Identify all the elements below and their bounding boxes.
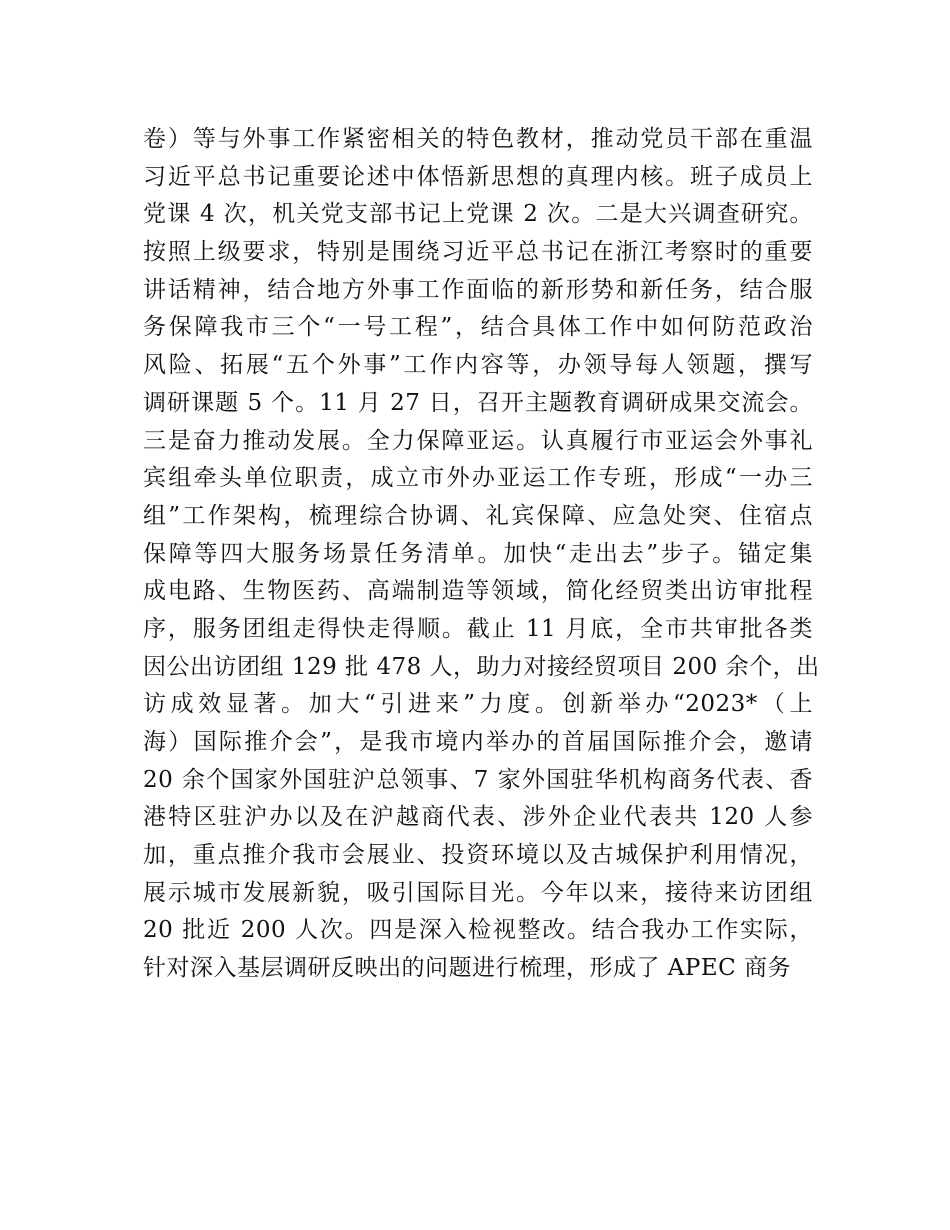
text-line: 成电路、生物医药、高端制造等领域，简化经贸类出访审批程 — [143, 578, 813, 605]
text-line: 习近平总书记重要论述中体悟新思想的真理内核。班子成员上 — [143, 163, 813, 190]
text-line: 务保障我市三个“一号工程”，结合具体工作中如何防范政治 — [143, 314, 813, 341]
text-line: 针对深入基层调研反映出的问题进行梳理，形成了 APEC 商务 — [143, 955, 792, 982]
text-line: 20 批近 200 人次。四是深入检视整改。结合我办工作实际， — [143, 917, 813, 944]
text-line: 访成效显著。加大“引进来”力度。创新举办“2023*（上 — [143, 691, 813, 718]
text-line: 风险、拓展“五个外事”工作内容等，办领导每人领题，撰写 — [143, 352, 813, 379]
text-line: 讲话精神，结合地方外事工作面临的新形势和新任务，结合服 — [143, 276, 813, 303]
text-line: 党课 4 次，机关党支部书记上党课 2 次。二是大兴调查研究。 — [143, 201, 813, 228]
text-line: 序，服务团组走得快走得顺。截止 11 月底，全市共审批各类 — [143, 615, 813, 642]
text-line: 卷）等与外事工作紧密相关的特色教材，推动党员干部在重温 — [143, 126, 813, 152]
text-line: 港特区驻沪办以及在沪越商代表、涉外企业代表共 120 人参 — [143, 804, 813, 831]
text-line: 调研课题 5 个。11 月 27 日，召开主题教育调研成果交流会。 — [143, 389, 813, 416]
text-line: 展示城市发展新貌，吸引国际目光。今年以来，接待来访团组 — [143, 879, 813, 906]
text-line: 三是奋力推动发展。全力保障亚运。认真履行市亚运会外事礼 — [143, 427, 813, 454]
text-line: 海）国际推介会”，是我市境内举办的首届国际推介会，邀请 — [143, 729, 813, 755]
body-text — [143, 121, 820, 988]
text-line: 因公出访团组 129 批 478 人，助力对接经贸项目 200 余个，出 — [143, 653, 820, 680]
text-line: 宾组牵头单位职责，成立市外办亚运工作专班，形成“一办三 — [143, 465, 813, 492]
text-line: 加，重点推介我市会展业、投资环境以及古城保护利用情况， — [143, 842, 813, 869]
text-line: 组”工作架构，梳理综合协调、礼宾保障、应急处突、住宿点 — [143, 502, 813, 529]
text-line: 20 余个国家外国驻沪总领事、7 家外国驻华机构商务代表、香 — [143, 766, 813, 793]
text-line: 按照上级要求，特别是围绕习近平总书记在浙江考察时的重要 — [143, 239, 813, 266]
text-line: 保障等四大服务场景任务清单。加快“走出去”步子。锚定集 — [143, 540, 813, 567]
